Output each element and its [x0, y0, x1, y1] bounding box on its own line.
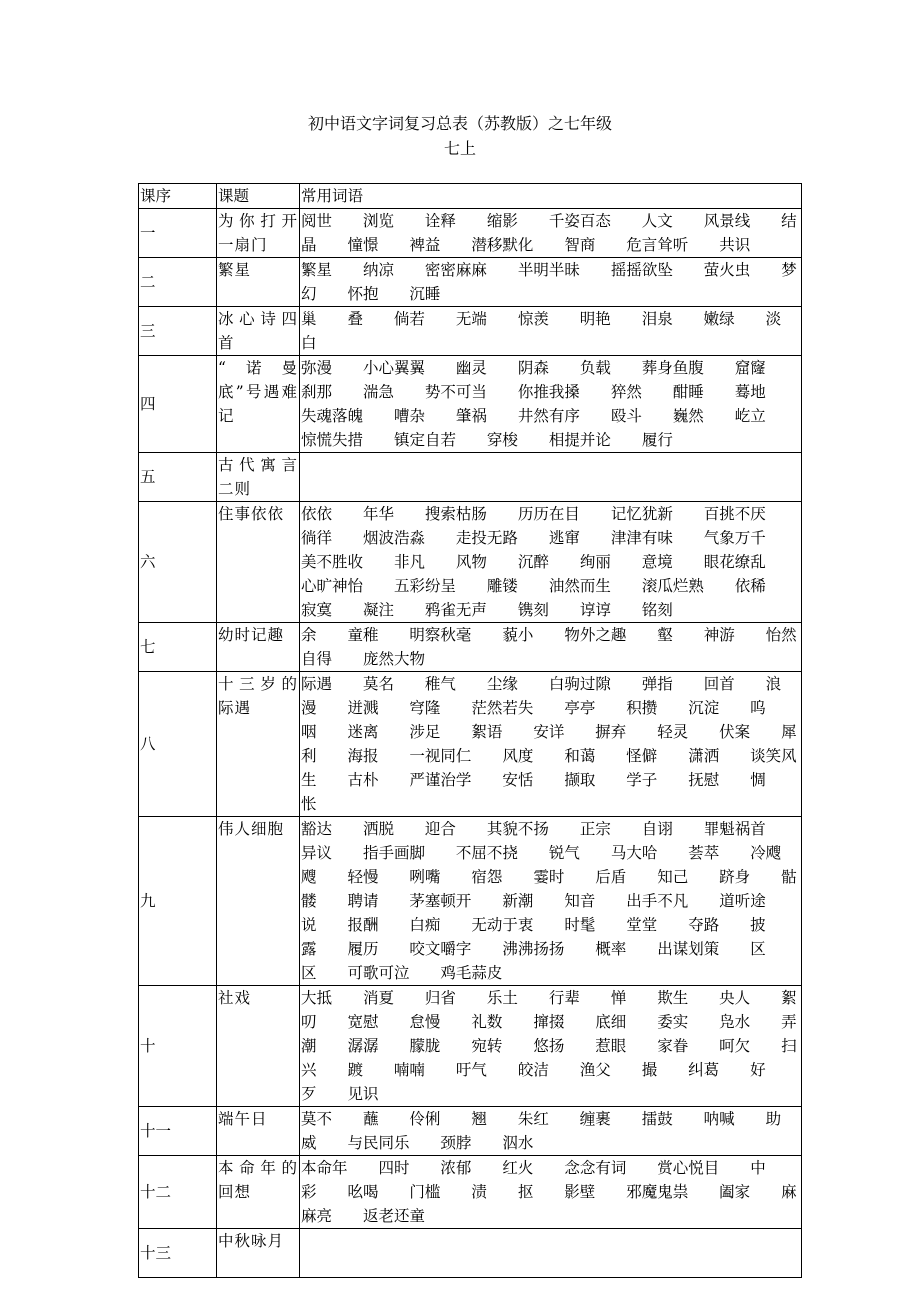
vocabulary-word: 湍急: [362, 383, 394, 401]
vocabulary-word: 穹隆: [409, 699, 441, 717]
vocabulary-word: 年华: [362, 505, 394, 523]
vocabulary-word: 失魂落魄: [301, 407, 364, 425]
vocabulary-word: 摇摇欲坠: [610, 261, 673, 279]
vocabulary-word: 百挑不厌: [703, 505, 766, 523]
vocabulary-word: 白驹过隙: [548, 675, 611, 693]
lesson-number: 八: [139, 672, 217, 817]
vocabulary-word: 鸡毛蒜皮: [440, 964, 503, 982]
vocabulary-word: 一视同仁: [409, 747, 472, 765]
vocabulary-word: 结晶: [301, 212, 797, 254]
vocabulary-word: 伶俐: [409, 1110, 441, 1128]
vocabulary-word: 明察秋毫: [409, 626, 472, 644]
vocabulary-word: 心旷神怡: [301, 577, 364, 595]
vocabulary-word: 摒弃: [595, 723, 627, 741]
vocabulary-word: 物外之趣: [564, 626, 627, 644]
vocabulary-word: 积攒: [626, 699, 658, 717]
vocabulary-word: 咬文嚼字: [409, 940, 472, 958]
vocabulary-word: 撺掇: [533, 1013, 565, 1031]
vocabulary-word: 无端: [455, 310, 487, 328]
vocabulary-word: 巢: [301, 310, 317, 328]
lesson-number: 十: [139, 986, 217, 1107]
word-list: [300, 817, 802, 986]
vocabulary-word: 骷髅: [301, 868, 797, 910]
vocabulary-word: 沸沸扬扬: [502, 940, 565, 958]
vocabulary-word: 古朴: [347, 771, 379, 789]
vocabulary-word: 无动于衷: [471, 916, 534, 934]
vocabulary-word: 记忆犹新: [610, 505, 673, 523]
vocabulary-word: 怡然自得: [301, 626, 797, 668]
vocabulary-word: 倘若: [393, 310, 425, 328]
vocabulary-word: 概率: [595, 940, 627, 958]
vocabulary-word: 絮语: [471, 723, 503, 741]
vocabulary-word: 撮: [641, 1061, 658, 1079]
vocabulary-word: 镇定自若: [393, 431, 456, 449]
vocabulary-word: 助威: [301, 1110, 782, 1152]
vocabulary-word: 惹眼: [595, 1037, 627, 1055]
vocabulary-word: 惮: [610, 989, 627, 1007]
word-list: [300, 672, 802, 817]
vocabulary-word: 泪泉: [641, 310, 673, 328]
vocabulary-word: 惊慌失措: [301, 431, 364, 449]
vocabulary-word: 小心翼翼: [362, 359, 425, 377]
vocabulary-word: 嘈杂: [393, 407, 425, 425]
vocabulary-word: 负载: [579, 359, 611, 377]
vocabulary-word: 油然而生: [548, 577, 611, 595]
lesson-title: “诺曼底”号遇难记: [217, 356, 300, 453]
lesson-title: 繁星: [217, 258, 300, 307]
vocabulary-word: 际遇: [301, 675, 333, 693]
vocabulary-word: 酣睡: [672, 383, 704, 401]
table-row: [139, 986, 802, 1107]
vocabulary-word: 葬身鱼腹: [641, 359, 704, 377]
vocabulary-word: 浏览: [362, 212, 394, 230]
vocabulary-word: 嫩绿: [703, 310, 735, 328]
vocabulary-word: 淡白: [301, 310, 782, 352]
vocabulary-word: 影壁: [564, 1183, 596, 1201]
vocabulary-word: 蓦地: [734, 383, 766, 401]
vocabulary-word: 浓郁: [440, 1159, 472, 1177]
vocabulary-word: 尘缘: [486, 675, 518, 693]
vocabulary-word: 礼数: [471, 1013, 503, 1031]
vocabulary-word: 央人: [719, 989, 751, 1007]
lesson-title: 为你打开一扇门: [217, 209, 300, 258]
document-subtitle: 七上: [443, 139, 476, 158]
vocabulary-word: 出谋划策: [657, 940, 720, 958]
vocabulary-word: 余: [301, 626, 317, 644]
vocabulary-word: 穿梭: [486, 431, 518, 449]
vocabulary-word: 美不胜收: [301, 553, 364, 571]
word-list: [300, 1107, 802, 1156]
lesson-title: 本命年的回想: [217, 1156, 300, 1229]
lesson-number: 一: [139, 209, 217, 258]
table-header-row: [139, 184, 802, 209]
vocabulary-word: 迎合: [424, 820, 456, 838]
vocabulary-word: 区区: [301, 940, 766, 982]
lesson-number: 四: [139, 356, 217, 453]
vocabulary-word: 冷飕飕: [301, 844, 782, 886]
vocabulary-word: 四时: [378, 1159, 410, 1177]
vocabulary-word: 新潮: [502, 892, 534, 910]
vocabulary-word: 庞然大物: [362, 650, 425, 668]
header-lesson-title: 课题: [217, 184, 300, 209]
vocabulary-word: 稚气: [424, 675, 456, 693]
lesson-title: 住事依依: [217, 502, 300, 623]
lesson-number: 二: [139, 258, 217, 307]
vocabulary-word: 憧憬: [347, 236, 379, 254]
vocabulary-word: 童稚: [347, 626, 379, 644]
vocabulary-word: 梦幻: [301, 261, 797, 303]
table-row: [139, 307, 802, 356]
lesson-number: 三: [139, 307, 217, 356]
vocabulary-word: 夺路: [688, 916, 720, 934]
vocabulary-word: 藐小: [502, 626, 534, 644]
vocabulary-word: 皎洁: [517, 1061, 549, 1079]
lesson-title: 十三岁的际遇: [217, 672, 300, 817]
vocabulary-word: 茫然若失: [471, 699, 534, 717]
vocabulary-word: 其貌不扬: [486, 820, 549, 838]
vocabulary-word: 潇洒: [688, 747, 720, 765]
vocabulary-word: 眼花缭乱: [703, 553, 766, 571]
vocabulary-word: 门槛: [409, 1183, 441, 1201]
vocabulary-word: 窟窿: [734, 359, 766, 377]
vocabulary-word: 迸溅: [347, 699, 379, 717]
vocabulary-word: 徜徉: [301, 529, 333, 547]
vocabulary-word: 乐土: [486, 989, 518, 1007]
vocabulary-word: 麻麻亮: [301, 1183, 797, 1225]
vocabulary-word: 豁达: [301, 820, 333, 838]
vocabulary-word: 聘请: [347, 892, 379, 910]
vocabulary-word: 鸦雀无声: [424, 601, 487, 619]
vocabulary-word: 报酬: [347, 916, 379, 934]
vocabulary-word: 气象万千: [703, 529, 766, 547]
vocabulary-word: 吁气: [455, 1061, 487, 1079]
vocabulary-word: 轻灵: [657, 723, 689, 741]
vocabulary-word: 绚丽: [579, 553, 611, 571]
vocabulary-word: 诠释: [424, 212, 456, 230]
vocabulary-word: 风物: [455, 553, 487, 571]
table-row: [139, 623, 802, 672]
vocabulary-word: 弥漫: [301, 359, 333, 377]
lesson-number: 六: [139, 502, 217, 623]
vocabulary-word: 宽慰: [347, 1013, 379, 1031]
vocabulary-word: 跻身: [719, 868, 751, 886]
word-list: [300, 258, 802, 307]
vocabulary-word: 你推我搡: [517, 383, 580, 401]
vocabulary-word: 知己: [657, 868, 689, 886]
vocabulary-word: 幽灵: [455, 359, 487, 377]
vocabulary-word: 抚慰: [688, 771, 720, 789]
vocabulary-word: 后盾: [595, 868, 627, 886]
vocabulary-word: 安恬: [502, 771, 534, 789]
vocabulary-word: 本命年: [301, 1159, 348, 1177]
vocabulary-word: 赏心悦目: [657, 1159, 720, 1177]
lesson-title: 冰心诗四首: [217, 307, 300, 356]
vocabulary-word: 和蔼: [564, 747, 596, 765]
vocabulary-word: 怀抱: [347, 285, 379, 303]
vocabulary-word: 异议: [301, 844, 333, 862]
vocabulary-word: 履行: [641, 431, 673, 449]
table-row: [139, 502, 802, 623]
lesson-number: 十二: [139, 1156, 217, 1229]
lesson-number: 十一: [139, 1107, 217, 1156]
lesson-title: 中秋咏月: [217, 1229, 300, 1278]
vocabulary-word: 踱: [347, 1061, 363, 1079]
vocabulary-word: 巍然: [672, 407, 704, 425]
vocabulary-word: 凫水: [719, 1013, 751, 1031]
word-list: [300, 307, 802, 356]
vocabulary-word: 明艳: [579, 310, 611, 328]
vocabulary-word: 喃喃: [393, 1061, 425, 1079]
vocabulary-word: 伏案: [719, 723, 751, 741]
vocabulary-word: 繁星: [301, 261, 333, 279]
word-list: [300, 1229, 802, 1278]
vocabulary-word: 正宗: [579, 820, 611, 838]
vocabulary-word: 洒脱: [362, 820, 394, 838]
vocabulary-word: 迷离: [347, 723, 379, 741]
vocabulary-word: 抠: [517, 1183, 534, 1201]
vocabulary-word: 行辈: [548, 989, 580, 1007]
vocabulary-word: 白痴: [409, 916, 441, 934]
vocabulary-word: 肇祸: [455, 407, 487, 425]
table-row: [139, 1107, 802, 1156]
vocabulary-word: 安详: [533, 723, 565, 741]
vocabulary-word: 缠裹: [579, 1110, 611, 1128]
vocabulary-word: 渔父: [579, 1061, 611, 1079]
table-row: [139, 672, 802, 817]
vocabulary-word: 神游: [703, 626, 735, 644]
vocabulary-word: 不屈不挠: [455, 844, 518, 862]
vocabulary-word: 知音: [564, 892, 596, 910]
lesson-title: 幼时记趣: [217, 623, 300, 672]
table-row: [139, 209, 802, 258]
vocabulary-word: 大抵: [301, 989, 333, 1007]
vocabulary-word: 涉足: [409, 723, 441, 741]
vocabulary-word: 底细: [595, 1013, 627, 1031]
word-list: [300, 209, 802, 258]
vocabulary-word: 堂堂: [626, 916, 658, 934]
vocabulary-word: 犀利: [301, 723, 797, 765]
vocabulary-word: 弹指: [641, 675, 673, 693]
table-row: [139, 1229, 802, 1278]
vocabulary-word: 阖家: [719, 1183, 751, 1201]
vocabulary-word: 弄潮: [301, 1013, 797, 1055]
vocabulary-word: 势不可当: [424, 383, 487, 401]
vocabulary-word: 翘: [471, 1110, 487, 1128]
table-row: [139, 817, 802, 986]
vocabulary-word: 可歌可泣: [347, 964, 410, 982]
vocabulary-word: 铭刻: [641, 601, 673, 619]
vocabulary-word: 呐喊: [703, 1110, 735, 1128]
vocabulary-word: 念念有词: [564, 1159, 627, 1177]
word-list: [300, 623, 802, 672]
document-title: 初中语文字词复习总表（苏教版）之七年级: [307, 114, 612, 133]
vocabulary-word: 纠葛: [688, 1061, 720, 1079]
lesson-title: 社戏: [217, 986, 300, 1107]
vocabulary-word: 见识: [347, 1085, 379, 1103]
vocabulary-word: 惆怅: [301, 771, 766, 813]
vocabulary-word: 裨益: [409, 236, 441, 254]
vocabulary-word: 惊羡: [517, 310, 549, 328]
vocabulary-word: 千姿百态: [548, 212, 611, 230]
vocabulary-word: 好歹: [301, 1061, 766, 1103]
vocabulary-word: 海报: [347, 747, 379, 765]
word-list: [300, 502, 802, 623]
vocabulary-word: 沉醉: [517, 553, 549, 571]
vocabulary-word: 风度: [502, 747, 534, 765]
table-row: [139, 453, 802, 502]
word-list: [300, 1156, 802, 1229]
word-list: [300, 356, 802, 453]
vocabulary-word: 共识: [719, 236, 751, 254]
vocabulary-word: 寂寞: [301, 601, 333, 619]
vocabulary-word: 悠扬: [533, 1037, 565, 1055]
vocabulary-word: 五彩纷呈: [393, 577, 456, 595]
vocabulary-word: 与民同乐: [347, 1134, 410, 1152]
vocabulary-word: 马大哈: [610, 844, 658, 862]
table-row: [139, 356, 802, 453]
vocabulary-word: 颈脖: [440, 1134, 472, 1152]
vocabulary-word: 呜咽: [301, 699, 766, 741]
vocabulary-word: 屹立: [734, 407, 766, 425]
vocabulary-word: 搜索枯肠: [424, 505, 487, 523]
word-list: [300, 986, 802, 1107]
vocabulary-word: 智商: [564, 236, 596, 254]
vocabulary-word: 道听途说: [301, 892, 766, 934]
vocabulary-word: 宿怨: [471, 868, 503, 886]
vocabulary-word: 镌刻: [517, 601, 549, 619]
vocabulary-word: 中彩: [301, 1159, 766, 1201]
lesson-title: 古代寓言二则: [217, 453, 300, 502]
vocabulary-word: 披露: [301, 916, 766, 958]
vocabulary-word: 怠慢: [409, 1013, 441, 1031]
vocabulary-word: 逃窜: [548, 529, 580, 547]
vocabulary-word: 纳凉: [362, 261, 394, 279]
vocabulary-word: 蘸: [362, 1110, 379, 1128]
vocabulary-word: 殴斗: [610, 407, 642, 425]
vocabulary-word: 叠: [347, 310, 363, 328]
table-row: [139, 258, 802, 307]
vocabulary-word: 絮叨: [301, 989, 797, 1031]
vocabulary-word: 浪漫: [301, 675, 782, 717]
lesson-number: 九: [139, 817, 217, 986]
vocabulary-word: 履历: [347, 940, 379, 958]
vocabulary-word: 轻慢: [347, 868, 379, 886]
vocabulary-word: 萤火虫: [703, 261, 751, 279]
vocabulary-word: 滚瓜烂熟: [641, 577, 704, 595]
vocabulary-word: 归省: [424, 989, 456, 1007]
vocabulary-word: 阅世: [301, 212, 333, 230]
header-lesson-number: 课序: [139, 184, 217, 209]
vocabulary-word: 历历在目: [517, 505, 580, 523]
vocabulary-word: 意境: [641, 553, 673, 571]
vocabulary-word: 井然有序: [517, 407, 580, 425]
vocabulary-word: 烟波浩淼: [362, 529, 425, 547]
vocabulary-word: 红火: [502, 1159, 534, 1177]
lesson-title: 端午日: [217, 1107, 300, 1156]
vocabulary-word: 依稀: [734, 577, 766, 595]
vocabulary-word: 谆谆: [579, 601, 611, 619]
vocabulary-word: 返老还童: [362, 1207, 425, 1225]
vocabulary-word: 非凡: [393, 553, 425, 571]
word-list: [300, 453, 802, 502]
vocabulary-word: 相提并论: [548, 431, 611, 449]
vocabulary-word: 荟萃: [688, 844, 720, 862]
vocabulary-word: 亭亭: [564, 699, 596, 717]
vocabulary-word: 津津有味: [610, 529, 673, 547]
vocabulary-table: [138, 183, 802, 1278]
vocabulary-word: 擂鼓: [641, 1110, 673, 1128]
vocabulary-word: 半明半昧: [517, 261, 580, 279]
vocabulary-word: 刹那: [301, 383, 333, 401]
vocabulary-word: 怪僻: [626, 747, 658, 765]
vocabulary-word: 走投无路: [455, 529, 518, 547]
vocabulary-word: 扫兴: [301, 1037, 797, 1079]
vocabulary-word: 朦胧: [409, 1037, 441, 1055]
vocabulary-word: 阴森: [517, 359, 549, 377]
vocabulary-word: 壑: [657, 626, 673, 644]
lesson-title: 伟人细胞: [217, 817, 300, 986]
header-common-words: 常用词语: [300, 184, 802, 209]
vocabulary-word: 人文: [641, 212, 673, 230]
vocabulary-word: 谈笑风生: [301, 747, 797, 789]
vocabulary-word: 时髦: [564, 916, 596, 934]
vocabulary-word: 咧嘴: [409, 868, 441, 886]
vocabulary-word: 罪魁祸首: [703, 820, 766, 838]
vocabulary-word: 朱红: [517, 1110, 549, 1128]
vocabulary-word: 锐气: [548, 844, 580, 862]
vocabulary-word: 委实: [657, 1013, 689, 1031]
vocabulary-word: 潜移默化: [471, 236, 534, 254]
vocabulary-word: 猝然: [610, 383, 642, 401]
vocabulary-word: 泅水: [502, 1134, 534, 1152]
lesson-number: 七: [139, 623, 217, 672]
vocabulary-word: 出手不凡: [626, 892, 689, 910]
vocabulary-word: 茅塞顿开: [409, 892, 472, 910]
vocabulary-word: 密密麻麻: [424, 261, 487, 279]
vocabulary-word: 莫不: [301, 1110, 333, 1128]
vocabulary-word: 霎时: [533, 868, 565, 886]
vocabulary-word: 渍: [471, 1183, 487, 1201]
vocabulary-word: 沉淀: [688, 699, 720, 717]
vocabulary-word: 风景线: [703, 212, 751, 230]
vocabulary-word: 莫名: [362, 675, 394, 693]
vocabulary-word: 沉睡: [409, 285, 441, 303]
vocabulary-word: 吆喝: [347, 1183, 379, 1201]
vocabulary-word: 宛转: [471, 1037, 503, 1055]
lesson-number: 十三: [139, 1229, 217, 1278]
lesson-number: 五: [139, 453, 217, 502]
vocabulary-word: 依依: [301, 505, 333, 523]
vocabulary-word: 邪魔鬼祟: [626, 1183, 689, 1201]
vocabulary-word: 自诩: [641, 820, 673, 838]
vocabulary-word: 指手画脚: [362, 844, 425, 862]
table-row: [139, 1156, 802, 1229]
vocabulary-word: 缩影: [486, 212, 518, 230]
vocabulary-word: 呵欠: [719, 1037, 751, 1055]
vocabulary-word: 危言耸听: [626, 236, 689, 254]
vocabulary-word: 潺潺: [347, 1037, 379, 1055]
vocabulary-word: 消夏: [362, 989, 394, 1007]
vocabulary-word: 凝注: [362, 601, 394, 619]
vocabulary-word: 家眷: [657, 1037, 689, 1055]
vocabulary-word: 欺生: [657, 989, 689, 1007]
vocabulary-word: 雕镂: [486, 577, 518, 595]
vocabulary-word: 回首: [703, 675, 735, 693]
vocabulary-word: 撷取: [564, 771, 596, 789]
vocabulary-word: 学子: [626, 771, 658, 789]
vocabulary-word: 严谨治学: [409, 771, 472, 789]
